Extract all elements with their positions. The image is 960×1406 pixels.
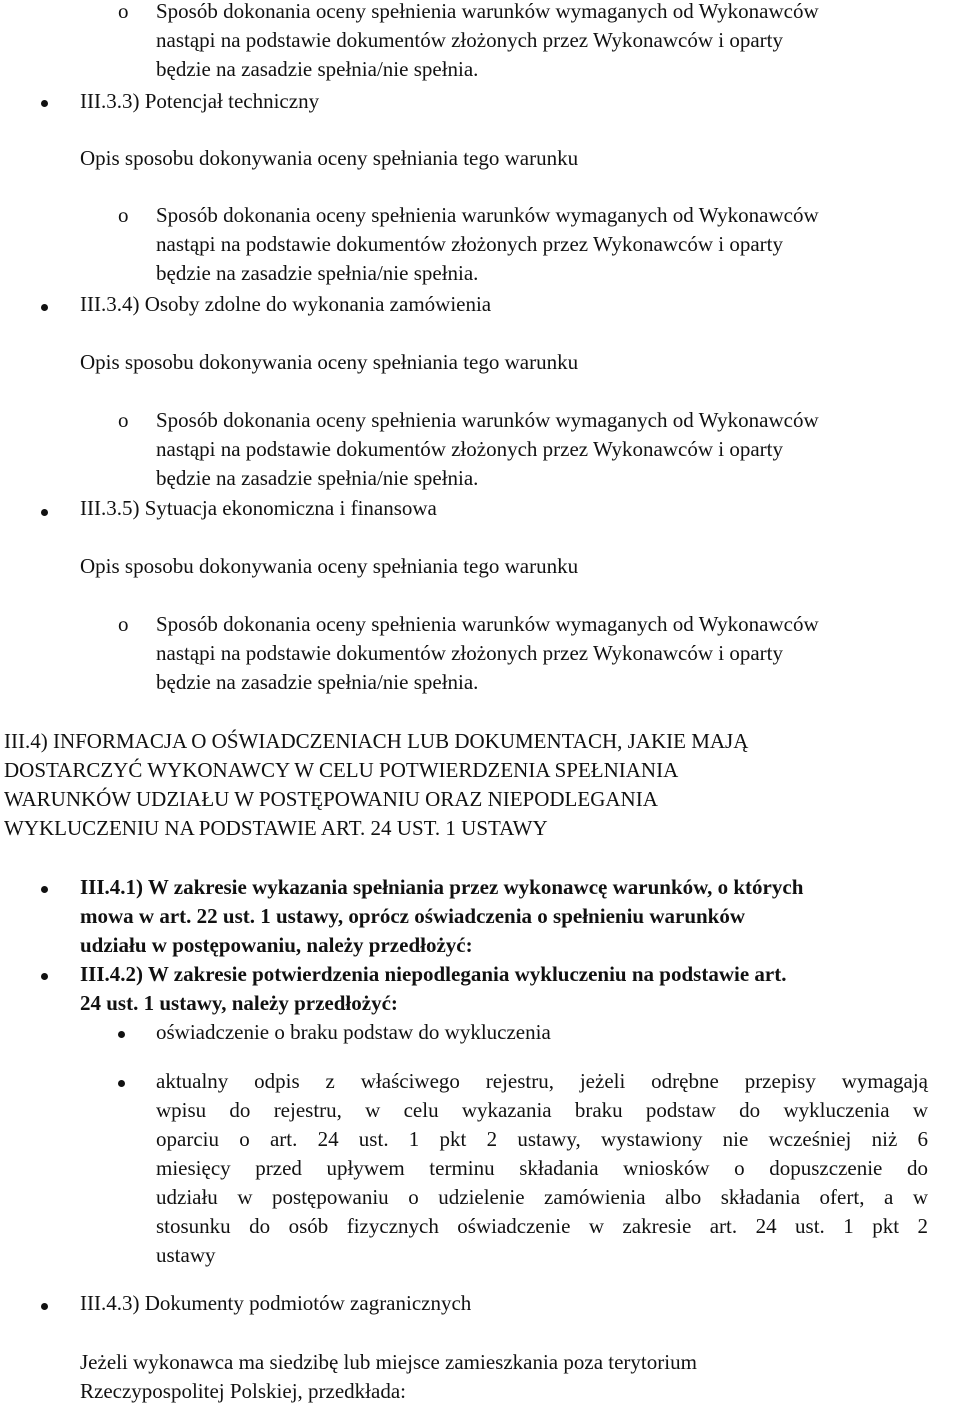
list-item: oświadczenie o braku podstaw do wykluczenia <box>156 1020 551 1044</box>
text-line: nastąpi na podstawie dokumentów złożonych przez Wykonawców i oparty <box>156 232 783 256</box>
text-line: Rzeczypospolitej Polskiej, przedkłada: <box>80 1379 406 1403</box>
text-line: nastąpi na podstawie dokumentów złożonych przez Wykonawców i oparty <box>156 641 783 665</box>
section-heading: III.4.3) Dokumenty podmiotów zagranicznych <box>80 1291 472 1315</box>
circle-bullet-icon: o <box>118 203 129 227</box>
text-line: nastąpi na podstawie dokumentów złożonych przez Wykonawców i oparty <box>156 28 783 52</box>
circle-bullet-icon: o <box>118 0 129 23</box>
opis-label: Opis sposobu dokonywania oceny spełniania tego warunku <box>80 554 579 578</box>
section-heading: III.3.3) Potencjał techniczny <box>80 89 320 113</box>
text-line: nastąpi na podstawie dokumentów złożonych przez Wykonawców i oparty <box>156 437 783 461</box>
text-line: III.4.1) W zakresie wykazania spełniania przez wykonawcę warunków, o których <box>80 875 804 899</box>
chapter-heading-line: WYKLUCZENIU NA PODSTAWIE ART. 24 UST. 1 USTAWY <box>4 816 548 840</box>
section-heading: III.3.5) Sytuacja ekonomiczna i finansowa <box>80 496 437 520</box>
text-line: ustawy <box>156 1243 216 1267</box>
opis-label: Opis sposobu dokonywania oceny spełniania tego warunku <box>80 350 579 374</box>
bullet-icon <box>41 509 48 516</box>
text-line: miesięcy przed upływem terminu składania wniosków o dopuszczenie do <box>156 1156 928 1180</box>
chapter-heading-line: DOSTARCZYĆ WYKONAWCY W CELU POTWIERDZENIA SPEŁNIANIA <box>4 758 679 782</box>
text-line: Jeżeli wykonawca ma siedzibę lub miejsce zamieszkania poza terytorium <box>80 1350 697 1374</box>
text-line: Sposób dokonania oceny spełnienia warunków wymaganych od Wykonawców <box>156 203 819 227</box>
bullet-icon <box>41 304 48 311</box>
bullet-icon <box>41 973 48 980</box>
text-line: będzie na zasadzie spełnia/nie spełnia. <box>156 466 479 490</box>
text-line: będzie na zasadzie spełnia/nie spełnia. <box>156 261 479 285</box>
text-line: mowa w art. 22 ust. 1 ustawy, oprócz oświadczenia o spełnieniu warunków <box>80 904 746 928</box>
text-line: Sposób dokonania oceny spełnienia warunków wymaganych od Wykonawców <box>156 0 819 23</box>
text-line: 24 ust. 1 ustawy, należy przedłożyć: <box>80 991 398 1015</box>
text-line: stosunku do osób fizycznych oświadczenie w zakresie art. 24 ust. 1 pkt 2 <box>156 1214 928 1238</box>
bullet-icon <box>118 1031 125 1038</box>
opis-label: Opis sposobu dokonywania oceny spełniania tego warunku <box>80 146 579 170</box>
bullet-icon <box>41 100 48 107</box>
circle-bullet-icon: o <box>118 612 129 636</box>
text-line: III.4.2) W zakresie potwierdzenia niepodlegania wykluczeniu na podstawie art. <box>80 962 787 986</box>
text-line: udziału w postępowaniu o udzielenie zamówienia albo składania ofert, a w <box>156 1185 928 1209</box>
text-line: Sposób dokonania oceny spełnienia warunków wymaganych od Wykonawców <box>156 408 819 432</box>
chapter-heading-line: WARUNKÓW UDZIAŁU W POSTĘPOWANIU ORAZ NIEPODLEGANIA <box>4 787 658 811</box>
bullet-icon <box>41 886 48 893</box>
chapter-heading-line: III.4) INFORMACJA O OŚWIADCZENIACH LUB DOKUMENTACH, JAKIE MAJĄ <box>4 729 749 753</box>
bullet-icon <box>41 1303 48 1310</box>
text-line: będzie na zasadzie spełnia/nie spełnia. <box>156 57 479 81</box>
text-line: udziału w postępowaniu, należy przedłożyć: <box>80 933 473 957</box>
section-heading: III.3.4) Osoby zdolne do wykonania zamówienia <box>80 292 492 316</box>
text-line: Sposób dokonania oceny spełnienia warunków wymaganych od Wykonawców <box>156 612 819 636</box>
text-line: wpisu do rejestru, w celu wykazania braku podstaw do wykluczenia w <box>156 1098 928 1122</box>
text-line: oparciu o art. 24 ust. 1 pkt 2 ustawy, wystawiony nie wcześniej niż 6 <box>156 1127 928 1151</box>
bullet-icon <box>118 1080 125 1087</box>
text-line: będzie na zasadzie spełnia/nie spełnia. <box>156 670 479 694</box>
text-line: aktualny odpis z właściwego rejestru, jeżeli odrębne przepisy wymagają <box>156 1069 928 1093</box>
circle-bullet-icon: o <box>118 408 129 432</box>
